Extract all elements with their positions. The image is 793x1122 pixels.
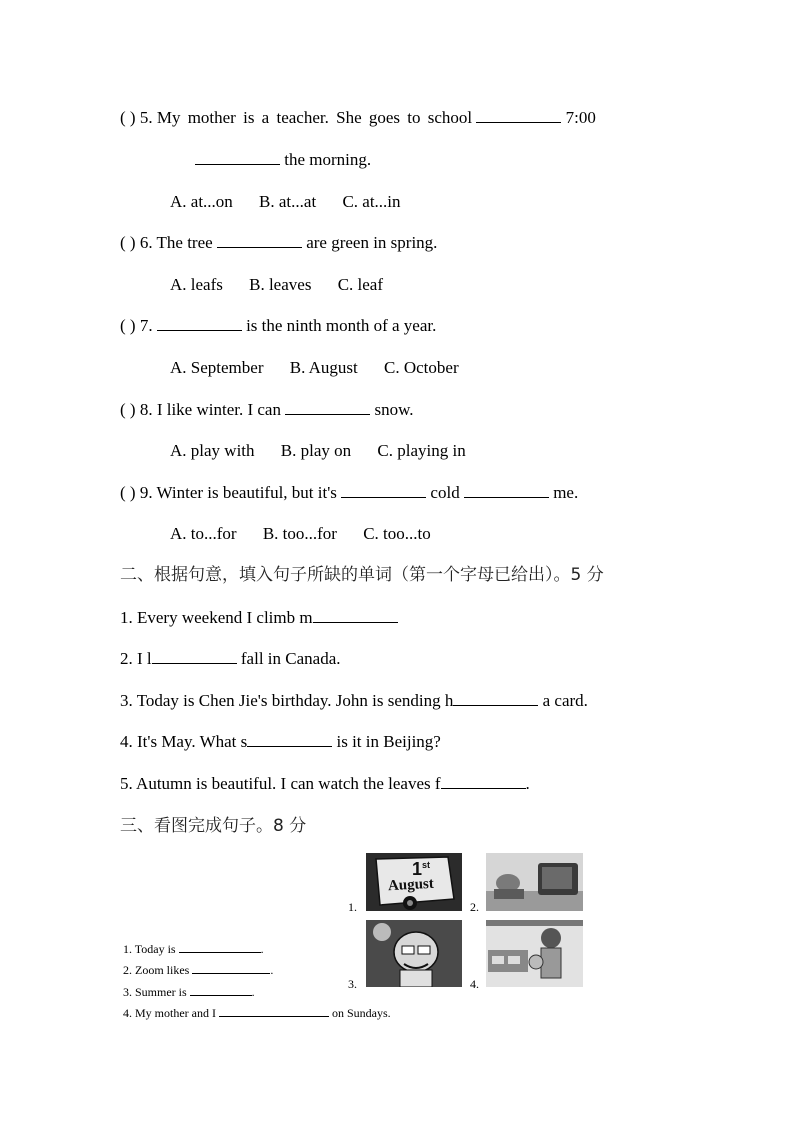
answer-blank[interactable] bbox=[217, 233, 302, 248]
option-b[interactable]: B. August bbox=[289, 358, 358, 377]
hot-summer-picture bbox=[366, 920, 462, 987]
option-a[interactable]: A. at...on bbox=[170, 192, 233, 211]
calendar-picture bbox=[366, 853, 462, 911]
fill-text: is it in Beijing? bbox=[332, 732, 441, 751]
question-number: 5. bbox=[139, 108, 153, 127]
family-icon bbox=[486, 920, 583, 987]
fill-text: 4. It's May. What s bbox=[120, 732, 248, 751]
question-7 bbox=[120, 316, 436, 336]
answer-blank[interactable] bbox=[313, 608, 398, 623]
pic-label-2: 2. bbox=[470, 900, 479, 914]
sentence-text: on Sundays. bbox=[331, 1006, 391, 1020]
pic-sentence-2 bbox=[123, 962, 273, 977]
option-a[interactable]: A. play with bbox=[170, 441, 255, 460]
answer-paren[interactable]: ( ) bbox=[120, 316, 136, 335]
question-number: 7. bbox=[139, 316, 153, 335]
answer-blank[interactable] bbox=[152, 649, 237, 664]
answer-blank[interactable] bbox=[219, 1005, 329, 1017]
answer-blank[interactable] bbox=[476, 108, 561, 123]
sentence-text: 3. Summer is bbox=[123, 985, 187, 999]
fill-text: 3. Today is Chen Jie's birthday. John is sending h bbox=[120, 691, 454, 710]
fill-text: a card. bbox=[538, 691, 588, 710]
fill-item-2 bbox=[120, 649, 341, 669]
question-text: My mother is a teacher. She goes to school bbox=[156, 108, 473, 127]
question-5 bbox=[120, 108, 596, 128]
answer-paren[interactable]: ( ) bbox=[120, 108, 136, 127]
mother-and-child-picture bbox=[486, 920, 583, 987]
question-number: 6. bbox=[139, 233, 153, 252]
calendar-day-number: 1 bbox=[412, 859, 423, 879]
option-b[interactable]: B. leaves bbox=[249, 275, 312, 294]
fill-item-1 bbox=[120, 608, 398, 628]
answer-blank[interactable] bbox=[192, 962, 270, 974]
question-text: snow. bbox=[374, 400, 414, 419]
question-6 bbox=[120, 233, 437, 253]
sentence-text: 4. My mother and I bbox=[123, 1006, 216, 1020]
question-number: 8. bbox=[139, 400, 153, 419]
answer-blank[interactable] bbox=[464, 483, 549, 498]
option-a[interactable]: A. September bbox=[170, 358, 264, 377]
option-c[interactable]: C. at...in bbox=[342, 192, 401, 211]
options-5 bbox=[170, 192, 423, 212]
calendar-day-suffix: st bbox=[422, 860, 431, 870]
section-3-title: 三、看图完成句子。8 分 bbox=[120, 816, 307, 836]
option-b[interactable]: B. play on bbox=[280, 441, 352, 460]
fill-item-5 bbox=[120, 774, 530, 794]
question-text: me. bbox=[553, 483, 579, 502]
question-text: The tree bbox=[156, 233, 213, 252]
option-c[interactable]: C. playing in bbox=[377, 441, 466, 460]
sentence-text: . bbox=[270, 963, 274, 977]
answer-blank[interactable] bbox=[190, 984, 252, 996]
sentence-text: 2. Zoom likes bbox=[123, 963, 190, 977]
section-2-title: 二、根据句意，填入句子所缺的单词（第一个字母已给出）。5 分 bbox=[120, 565, 604, 585]
fill-text: 5. Autumn is beautiful. I can watch the leaves f bbox=[120, 774, 441, 793]
answer-blank[interactable] bbox=[247, 732, 332, 747]
calendar-month: August bbox=[387, 875, 435, 895]
sentence-text: . bbox=[251, 985, 255, 999]
answer-paren[interactable]: ( ) bbox=[120, 233, 136, 252]
option-a[interactable]: A. to...for bbox=[170, 524, 237, 543]
question-text: 7:00 bbox=[565, 108, 596, 127]
option-c[interactable]: C. too...to bbox=[363, 524, 431, 543]
sentence-text: . bbox=[260, 942, 264, 956]
tv-icon bbox=[486, 853, 583, 911]
question-5-line2 bbox=[195, 150, 371, 170]
question-9 bbox=[120, 483, 578, 503]
fill-item-3 bbox=[120, 691, 588, 711]
pic-sentence-3 bbox=[123, 984, 255, 999]
option-a[interactable]: A. leafs bbox=[170, 275, 223, 294]
fill-text: 2. I l bbox=[120, 649, 152, 668]
answer-blank[interactable] bbox=[157, 316, 242, 331]
fill-text: . bbox=[525, 774, 530, 793]
answer-blank[interactable] bbox=[441, 774, 526, 789]
question-text: are green in spring. bbox=[306, 233, 438, 252]
pic-label-1: 1. bbox=[348, 900, 357, 914]
question-number: 9. bbox=[139, 483, 153, 502]
options-7 bbox=[170, 358, 481, 378]
answer-blank[interactable] bbox=[195, 150, 280, 165]
question-text: I like winter. I can bbox=[156, 400, 281, 419]
pic-sentence-4 bbox=[123, 1005, 391, 1020]
answer-blank[interactable] bbox=[341, 483, 426, 498]
fill-item-4 bbox=[120, 732, 441, 752]
fill-text: 1. Every weekend I climb m bbox=[120, 608, 313, 627]
fill-text: fall in Canada. bbox=[236, 649, 341, 668]
question-text: Winter is beautiful, but it's bbox=[156, 483, 337, 502]
option-c[interactable]: C. leaf bbox=[337, 275, 384, 294]
answer-blank[interactable] bbox=[453, 691, 538, 706]
option-c[interactable]: C. October bbox=[384, 358, 459, 377]
options-6 bbox=[170, 275, 405, 295]
question-8 bbox=[120, 400, 414, 420]
sweating-character-icon bbox=[366, 920, 462, 987]
question-text: is the ninth month of a year. bbox=[246, 316, 437, 335]
options-9 bbox=[170, 524, 453, 544]
pic-label-4: 4. bbox=[470, 977, 479, 991]
option-b[interactable]: B. too...for bbox=[262, 524, 337, 543]
answer-blank[interactable] bbox=[179, 941, 261, 953]
option-b[interactable]: B. at...at bbox=[259, 192, 317, 211]
tv-room-picture bbox=[486, 853, 583, 911]
pic-sentence-1 bbox=[123, 941, 264, 956]
answer-paren[interactable]: ( ) bbox=[120, 400, 136, 419]
answer-paren[interactable]: ( ) bbox=[120, 483, 136, 502]
answer-blank[interactable] bbox=[285, 400, 370, 415]
sentence-text: 1. Today is bbox=[123, 942, 176, 956]
question-text: the morning. bbox=[284, 150, 372, 169]
options-8 bbox=[170, 441, 488, 461]
question-text: cold bbox=[430, 483, 460, 502]
pic-label-3: 3. bbox=[348, 977, 357, 991]
